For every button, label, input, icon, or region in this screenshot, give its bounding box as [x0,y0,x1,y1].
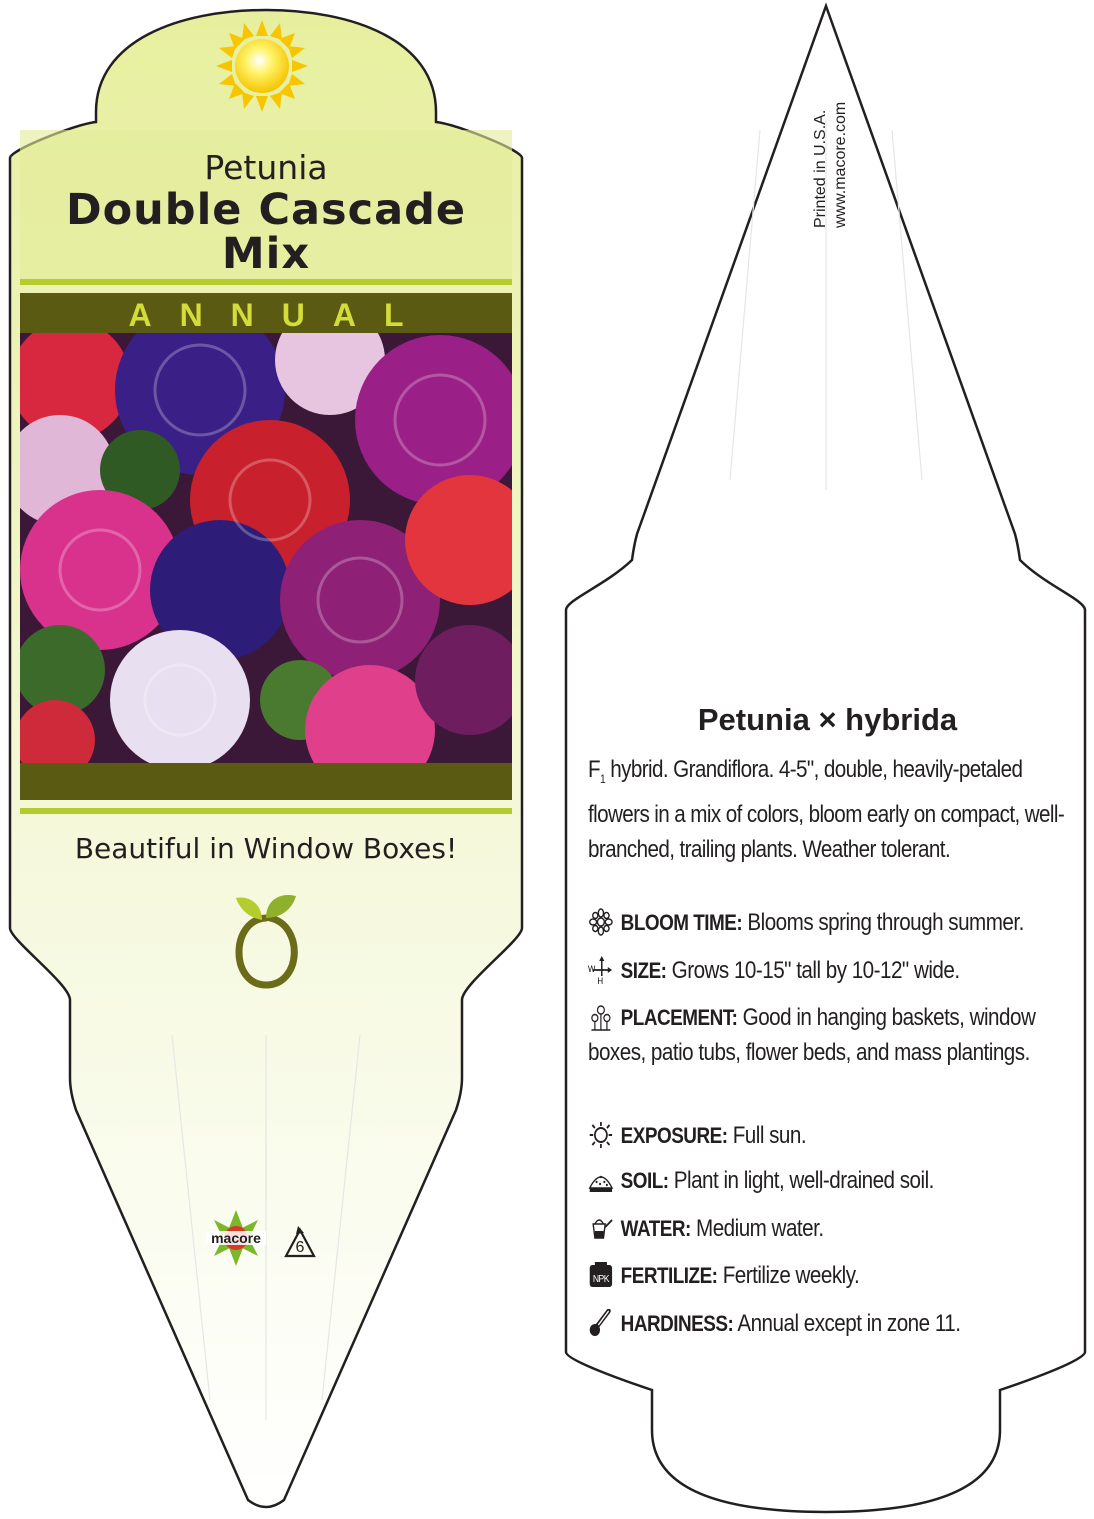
attribute-label: WATER: [620,1216,691,1241]
attribute-row [588,1258,1070,1293]
attribute-row [588,1000,1070,1070]
soil-icon [588,1166,614,1194]
attribute-label: FERTILIZE: [620,1263,718,1288]
plant-genus: Petunia [204,148,328,187]
attribute-row [588,1118,1070,1153]
attribute-value: Fertilize weekly. [717,1262,860,1289]
attribute-value: Full sun. [727,1122,807,1149]
variety-line-1: Double Cascade [65,185,467,235]
tagline: Beautiful in Window Boxes! [74,832,458,865]
printed-in-text: Printed in U.S.A. [812,109,829,228]
f1-subscript: 1 [600,771,606,786]
attribute-row [588,1306,1070,1341]
attribute-row [588,953,1070,988]
attribute-label: BLOOM TIME: [620,910,743,935]
plant-description [588,752,1070,867]
petunia-photo [5,305,535,795]
size-icon-w: W [588,963,595,975]
photo-footer-band [20,763,512,800]
variety-line-2: Mix [221,229,311,279]
macore-brand-text: macore [211,1230,261,1246]
attribute-value: Medium water. [690,1215,824,1242]
placement-icon [588,1003,614,1031]
size-icon-h: H [597,975,603,984]
accent-line-top [20,279,512,285]
attribute-value: Annual except in zone 11. [733,1310,961,1337]
scientific-name: Petunia × hybrida [697,702,958,737]
plant-variety [20,185,512,279]
attribute-value: Blooms spring through summer. [742,909,1024,936]
attribute-label: EXPOSURE: [620,1123,728,1148]
attribute-row [588,905,1070,940]
npk-icon-text: NPK [592,1273,609,1285]
flower-icon [588,908,614,936]
watering-can-icon [588,1214,614,1242]
attribute-label: SOIL: [620,1168,669,1193]
attribute-label: PLACEMENT: [620,1005,738,1030]
attribute-value: Good in hanging baskets, window boxes, patio tubs, flower beds, and mass plantings. [588,1004,1036,1066]
website-text: www.macore.com [832,101,849,228]
recycle-code: 6 [295,1239,305,1256]
sun-icon [588,1121,614,1149]
attribute-value: Grows 10-15" tall by 10-12" wide. [666,957,960,984]
attribute-row [588,1163,1070,1198]
attribute-label: HARDINESS: [620,1311,734,1336]
sun-icon [216,20,308,112]
thermometer-icon [588,1309,614,1337]
attribute-row [588,1211,1070,1246]
attribute-label: SIZE: [620,958,667,983]
f1-prefix: F [588,756,601,783]
size-icon [588,956,614,984]
plant-category: ANNUAL [128,297,432,333]
print-info [812,60,852,260]
attribute-value: Plant in light, well-drained soil. [668,1167,934,1194]
npk-icon [588,1261,614,1289]
accent-line-bottom [20,808,512,814]
description-text: hybrid. Grandiflora. 4-5", double, heavily-petaled flowers in a mix of colors, bloom early on compact, well-branched, trailing plants. Weather tolerant. [588,756,1065,863]
